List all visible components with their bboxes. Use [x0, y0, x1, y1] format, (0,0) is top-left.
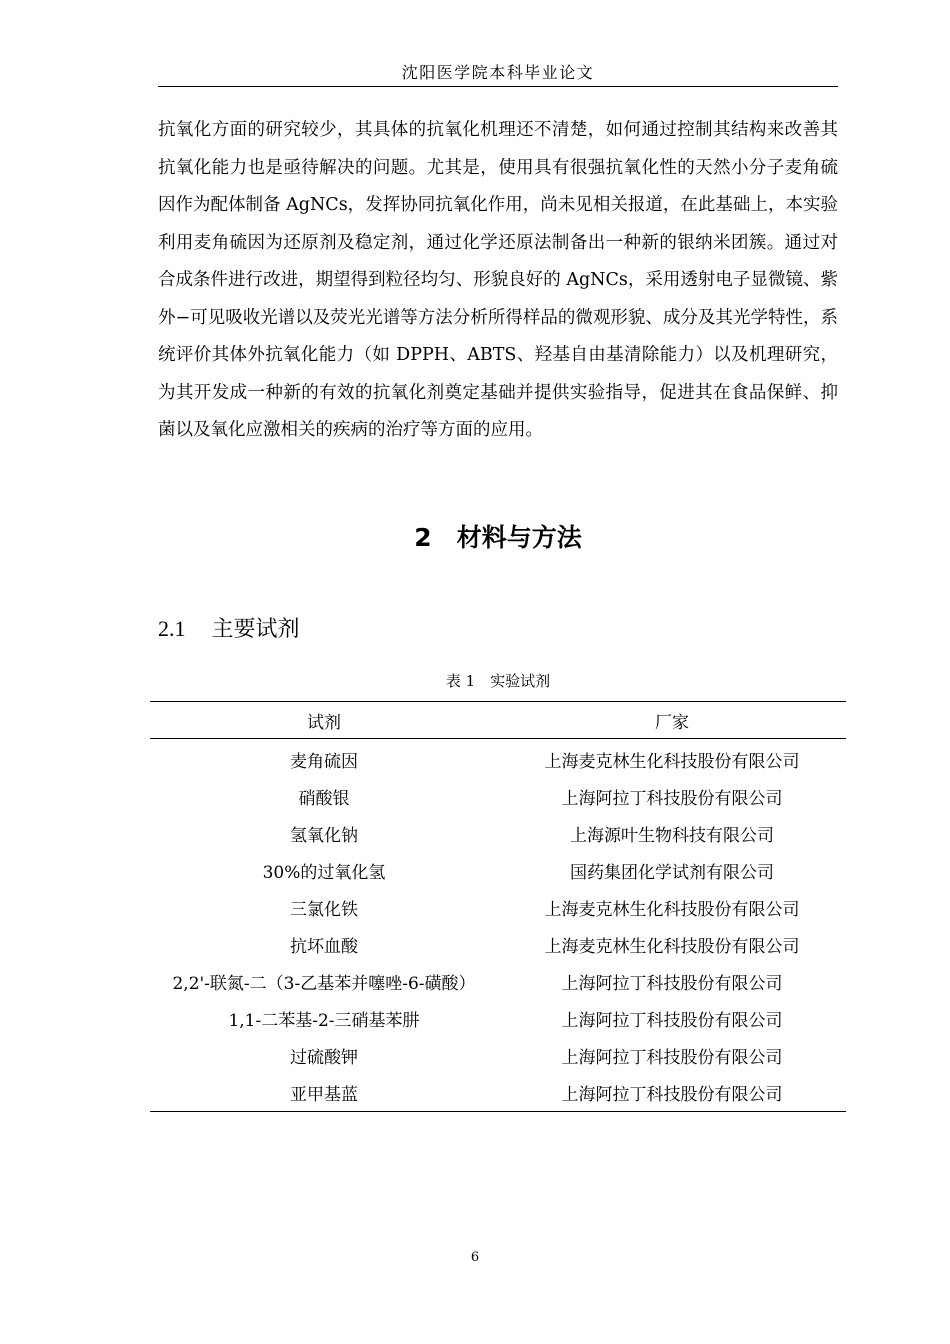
reagent-cell: 亚甲基蓝: [150, 1074, 498, 1112]
reagent-cell: 抗坏血酸: [290, 937, 358, 957]
table-row: [150, 1074, 846, 1112]
table-row: [150, 1037, 846, 1074]
table-row: [150, 926, 846, 963]
chapter-title: 2 材料与方法: [414, 523, 582, 552]
table-row: [150, 963, 846, 1000]
table-row: [150, 852, 846, 889]
page-header: 沈阳医学院本科毕业论文: [158, 60, 838, 87]
table-header-row: [150, 702, 846, 739]
column-header-reagent: 试剂: [150, 702, 498, 739]
reagent-cell: 硝酸银: [298, 789, 350, 809]
table-row: [150, 815, 846, 852]
table-row: [150, 739, 846, 779]
reagents-table: [150, 701, 846, 1112]
reagent-cell: 2,2'-联氮-二（3-乙基苯并噻唑-6-磺酸）: [172, 974, 476, 994]
body-paragraph: 抗氧化方面的研究较少，其具体的抗氧化机理还不清楚，如何通过控制其结构来改善其抗氧化能力也是亟待解决的问题。尤其是，使用具有很强抗氧化性的天然小分子麦角硫因作为配体制备 AgNCs，发挥协同抗氧化作用，尚未见相关报道，在此基础上，本实验利用麦角硫因为还原剂及稳定剂，通过化学还原法制备出一种新的银纳米团簇。通过对合成条件进行改进，期望得到粒径均匀、形貌良好的 AgNCs，采用透射电子显微镜、紫外−可见吸收光谱以及荧光光谱等方法分析所得样品的微观形貌、成分及其光学特性，系统评价其体外抗氧化能力（如 DPPH、ABTS、羟基自由基清除能力）以及机理研究，为其开发成一种新的有效的抗氧化剂奠定基础并提供实验指导，促进其在食品保鲜、抑菌以及氧化应激相关的疾病的治疗等方面的应用。: [158, 120, 838, 440]
table-row: [150, 1000, 846, 1037]
reagent-cell: 1,1-二苯基-2-三硝基苯肼: [228, 1011, 420, 1031]
table-caption: 表 1 实验试剂: [445, 672, 551, 690]
table-row: [150, 889, 846, 926]
manufacturer-cell: 上海阿拉丁科技股份有限公司: [561, 1048, 783, 1068]
column-header-manufacturer: 厂家: [498, 702, 846, 739]
page-number: 6: [470, 1250, 480, 1265]
table-row: [150, 778, 846, 815]
manufacturer-cell: 上海阿拉丁科技股份有限公司: [561, 974, 783, 994]
section-title: 主要试剂: [211, 617, 300, 642]
section-heading: [158, 612, 300, 643]
reagent-cell: 30%的过氧化氢: [262, 863, 386, 883]
manufacturer-cell: 上海阿拉丁科技股份有限公司: [498, 1074, 846, 1112]
reagent-cell: 麦角硫因: [290, 752, 358, 772]
manufacturer-cell: 上海麦克林生化科技股份有限公司: [544, 937, 800, 957]
manufacturer-cell: 上海麦克林生化科技股份有限公司: [544, 900, 800, 920]
manufacturer-cell: 上海阿拉丁科技股份有限公司: [561, 789, 783, 809]
manufacturer-cell: 上海阿拉丁科技股份有限公司: [561, 1011, 783, 1031]
reagent-cell: 三氯化铁: [290, 900, 358, 920]
manufacturer-cell: 上海源叶生物科技有限公司: [570, 826, 774, 846]
manufacturer-cell: 国药集团化学试剂有限公司: [570, 863, 774, 883]
manufacturer-cell: 上海麦克林生化科技股份有限公司: [544, 752, 800, 772]
section-number: 2.1: [158, 616, 186, 641]
reagent-cell: 氢氧化钠: [290, 826, 358, 846]
reagent-cell: 过硫酸钾: [290, 1048, 358, 1068]
